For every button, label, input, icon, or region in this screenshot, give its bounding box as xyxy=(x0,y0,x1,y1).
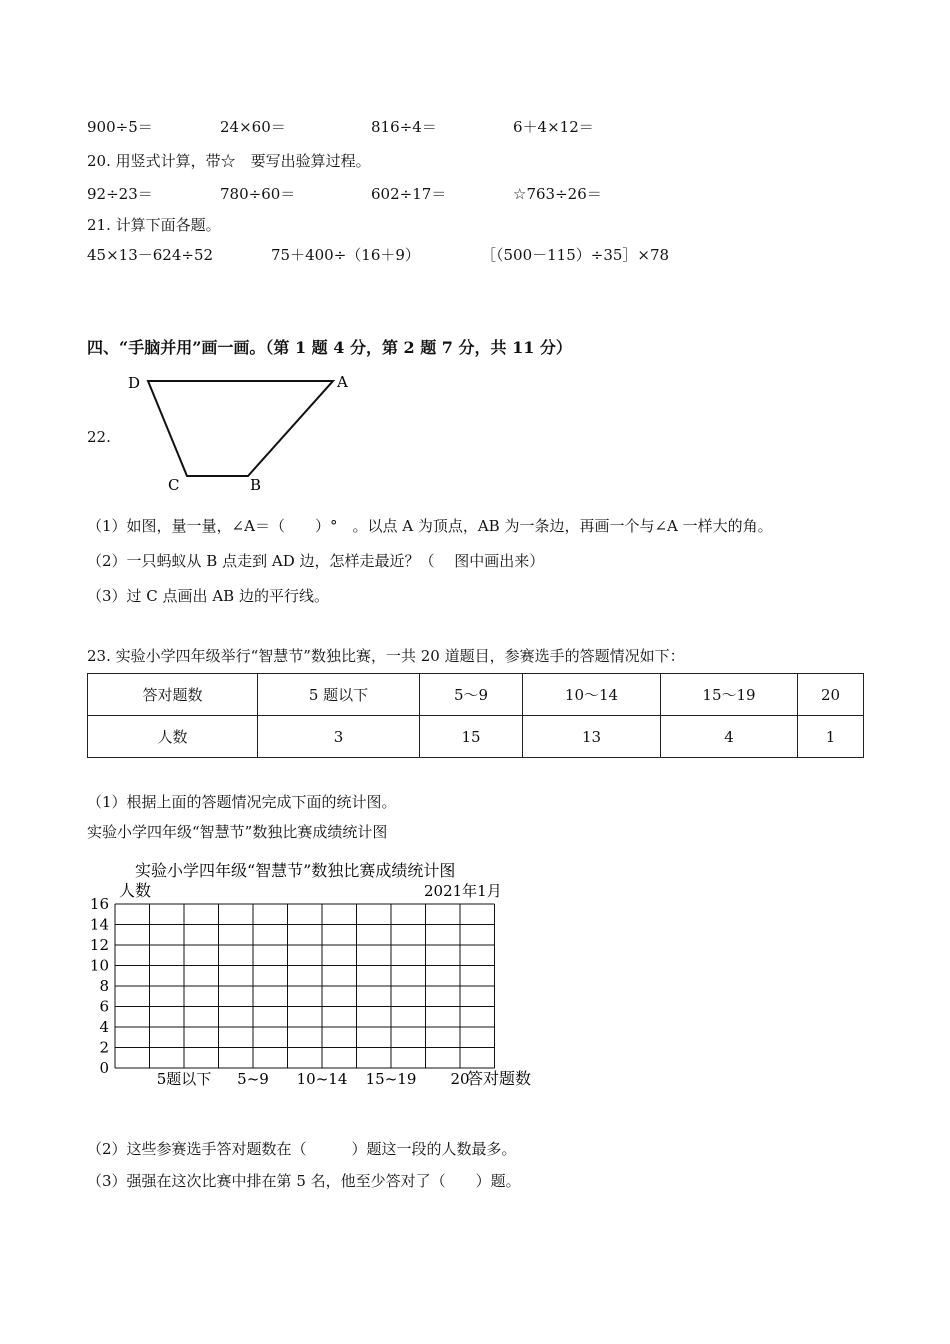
table-cell: 人数 xyxy=(88,716,258,758)
vertex-label-b: B xyxy=(250,476,262,494)
chart-date: 2021年1月 xyxy=(424,882,502,900)
table-header-row xyxy=(88,674,864,716)
chart-y-ticks xyxy=(90,895,109,1077)
calc-4: 6＋4×12＝ xyxy=(513,118,594,136)
q23-title: 23. 实验小学四年级举行“智慧节”数独比赛，一共 20 道题目，参赛选手的答题情况如下： xyxy=(87,647,685,665)
table-cell: 20 xyxy=(798,674,864,716)
table-cell: 13 xyxy=(523,716,661,758)
q21-item-2: 75＋400÷（16＋9） xyxy=(271,246,420,264)
y-tick-label: 6 xyxy=(99,997,109,1016)
table-cell: 1 xyxy=(798,716,864,758)
y-tick-label: 10 xyxy=(89,956,109,975)
trapezoid-shape xyxy=(148,381,333,476)
y-tick-label: 2 xyxy=(99,1038,109,1057)
q21-title: 21. 计算下面各题。 xyxy=(87,216,221,234)
q21-item-3: ［（500－115）÷35］×78 xyxy=(481,246,670,264)
q20-item-3: 602÷17＝ xyxy=(371,185,447,203)
vertex-label-d: D xyxy=(128,374,141,392)
trapezoid-figure xyxy=(120,368,360,498)
q20-title: 20. 用竖式计算，带☆ 要写出验算过程。 xyxy=(87,152,371,170)
table-cell: 5～9 xyxy=(420,674,523,716)
table-row xyxy=(88,716,864,758)
y-tick-label: 8 xyxy=(99,977,109,995)
x-category-label: 5题以下 xyxy=(156,1070,212,1088)
q20-item-2: 780÷60＝ xyxy=(220,185,296,203)
chart-caption: 实验小学四年级“智慧节”数独比赛成绩统计图 xyxy=(87,823,388,841)
table-cell: 10～14 xyxy=(523,674,661,716)
q22-sub1: （1）如图，量一量，∠A＝（ ）° 。以点 A 为顶点，AB 为一条边，再画一个与∠A 一样大的角。 xyxy=(87,517,773,535)
section-heading: 四、“手脑并用”画一画。（第 1 题 4 分，第 2 题 7 分，共 11 分） xyxy=(87,338,572,357)
calc-3: 816÷4＝ xyxy=(371,118,437,136)
calc-1: 900÷5＝ xyxy=(87,118,153,136)
q23-sub2: （2）这些参赛选手答对题数在（ ）题这一段的人数最多。 xyxy=(87,1140,517,1158)
table-cell: 15 xyxy=(420,716,523,758)
table-cell: 5 题以下 xyxy=(258,674,420,716)
vertex-label-a: A xyxy=(337,373,348,391)
q20-item-4: ☆763÷26＝ xyxy=(513,185,602,203)
q22-sub3: （3）过 C 点画出 AB 边的平行线。 xyxy=(87,587,329,605)
y-tick-label: 4 xyxy=(99,1018,109,1036)
y-tick-label: 0 xyxy=(99,1059,109,1077)
chart-xlabel: 答对题数 xyxy=(467,1069,532,1088)
x-category-label: 5~9 xyxy=(237,1070,269,1088)
x-category-label: 15~19 xyxy=(365,1070,417,1088)
chart-ylabel: 人数 xyxy=(119,881,152,900)
chart-x-categories xyxy=(157,1070,470,1088)
calc-2: 24×60＝ xyxy=(220,118,286,136)
x-category-label: 10~14 xyxy=(296,1070,348,1088)
q22-number: 22. xyxy=(87,428,111,446)
chart-title: 实验小学四年级“智慧节”数独比赛成绩统计图 xyxy=(135,861,456,880)
y-tick-label: 16 xyxy=(89,895,109,913)
q21-item-1: 45×13－624÷52 xyxy=(87,246,214,264)
y-tick-label: 14 xyxy=(89,915,109,934)
q23-sub1: （1）根据上面的答题情况完成下面的统计图。 xyxy=(87,793,397,811)
x-category-label: 20 xyxy=(450,1070,470,1088)
table-cell: 3 xyxy=(258,716,420,758)
q22-sub2: （2）一只蚂蚁从 B 点走到 AD 边，怎样走最近？（ 图中画出来） xyxy=(87,552,545,570)
q23-sub3: （3）强强在这次比赛中排在第 5 名，他至少答对了（ ）题。 xyxy=(87,1172,521,1190)
table-cell: 答对题数 xyxy=(88,674,258,716)
table-cell: 4 xyxy=(661,716,798,758)
bar-chart xyxy=(85,852,545,1097)
y-tick-label: 12 xyxy=(89,936,109,954)
q20-item-1: 92÷23＝ xyxy=(87,185,153,203)
vertex-label-c: C xyxy=(168,476,180,494)
table-cell: 15～19 xyxy=(661,674,798,716)
chart-grid xyxy=(115,904,495,1068)
stats-table xyxy=(87,673,864,758)
